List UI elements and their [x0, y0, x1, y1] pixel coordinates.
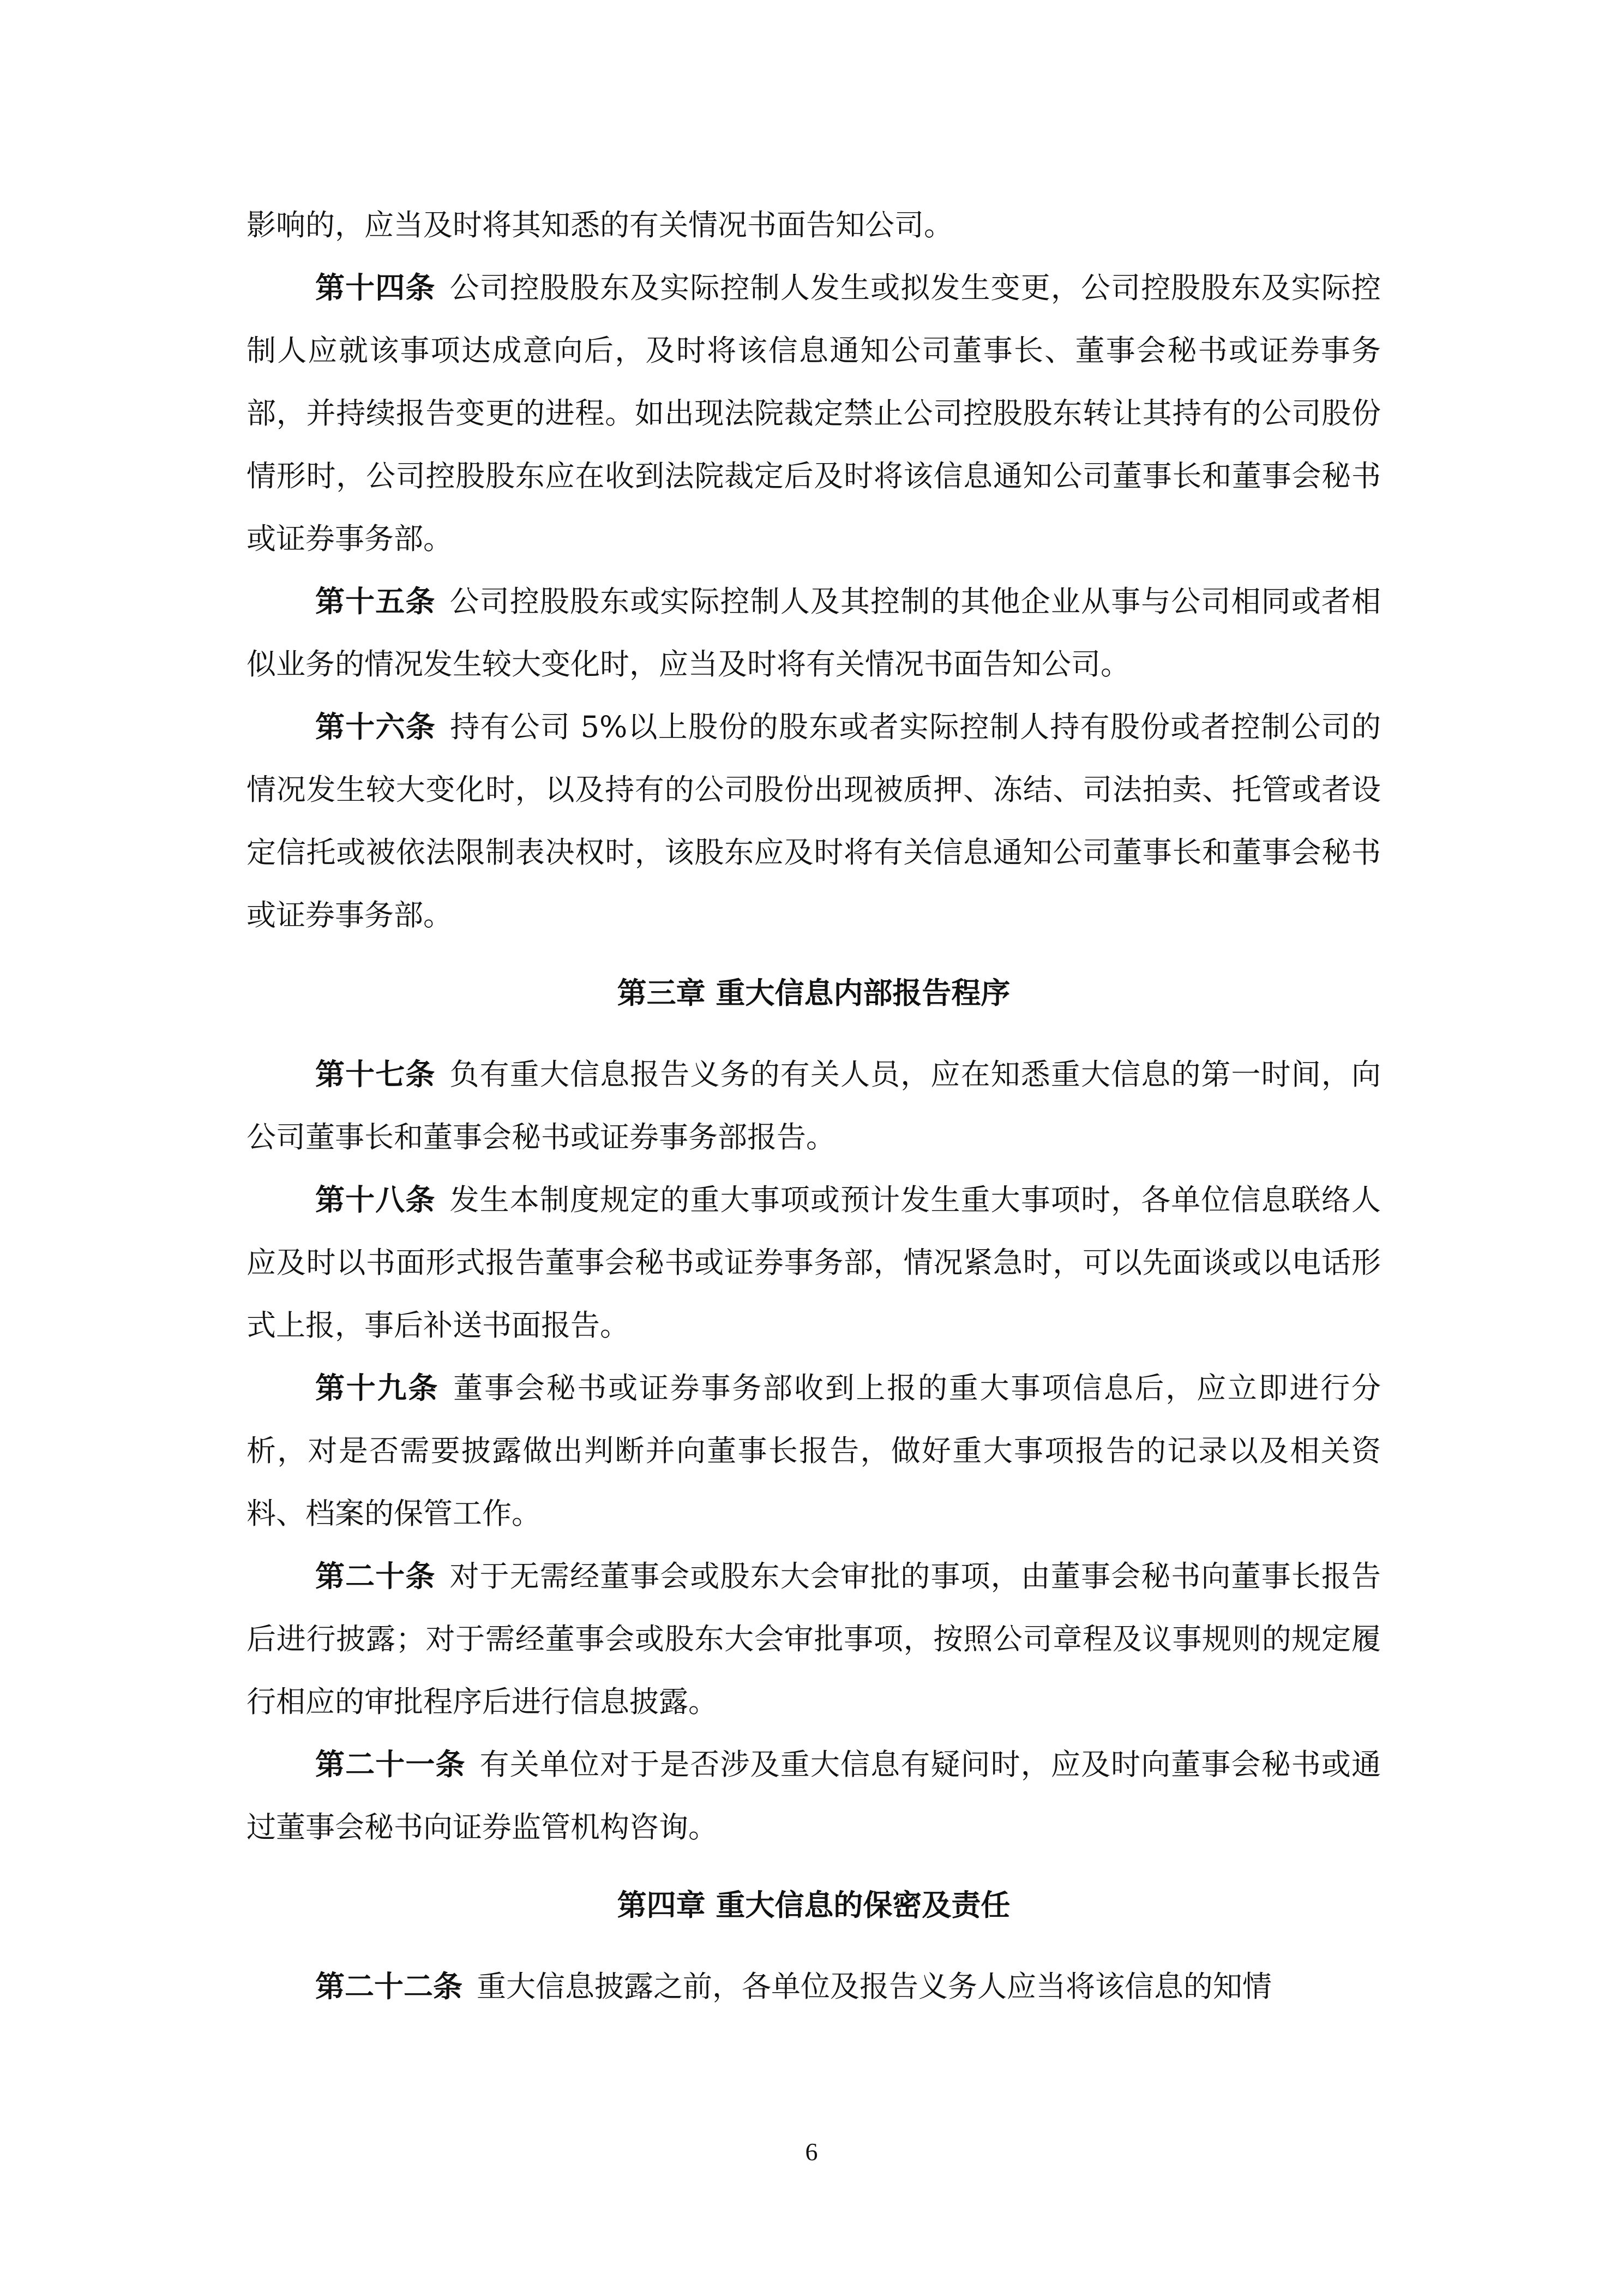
chapter-3-heading: 第三章 重大信息内部报告程序 [617, 976, 1011, 1010]
article-label: 第十五条 [315, 584, 436, 619]
article-label: 第二十条 [315, 1559, 436, 1593]
article-text: 重大信息披露之前，各单位及报告义务人应当将该信息的知情 [477, 1969, 1272, 2004]
article-14 [247, 256, 1381, 570]
article-21 [247, 1733, 1381, 1859]
article-label: 第十七条 [315, 1057, 436, 1092]
article-text: 公司控股股东或实际控制人及其控制的其他企业从事与公司相同或者相似业务的情况发生较大变化时，应当及时将有关情况书面告知公司。 [247, 584, 1381, 681]
article-18 [247, 1168, 1381, 1357]
article-label: 第二十二条 [315, 1969, 462, 2004]
chapter-4-heading: 第四章 重大信息的保密及责任 [617, 1888, 1011, 1922]
article-label: 第二十一条 [315, 1747, 466, 1782]
article-text: 公司控股股东及实际控制人发生或拟发生变更，公司控股股东及实际控制人应就该事项达成意向后，及时将该信息通知公司董事长、董事会秘书或证券事务部，并持续报告变更的进程。如出现法院裁定禁止公司控股股东转让其持有的公司股份情形时，公司控股股东应在收到法院裁定后及时将该信息通知公司董事长和董事会秘书或证券事务部。 [247, 271, 1381, 556]
article-19 [247, 1357, 1381, 1545]
article-label: 第十四条 [315, 271, 436, 305]
article-20 [247, 1545, 1381, 1733]
article-label: 第十九条 [315, 1371, 440, 1405]
article-text: 董事会秘书或证券事务部收到上报的重大事项信息后，应立即进行分析，对是否需要披露做出判断并向董事长报告，做好重大事项报告的记录以及相关资料、档案的保管工作。 [247, 1371, 1381, 1531]
article-16 [247, 696, 1381, 946]
paragraph-continuation: 影响的，应当及时将其知悉的有关情况书面告知公司。 [247, 208, 953, 242]
article-text: 发生本制度规定的重大事项或预计发生重大事项时，各单位信息联络人应及时以书面形式报告董事会秘书或证券事务部，情况紧急时，可以先面谈或以电话形式上报，事后补送书面报告。 [247, 1183, 1381, 1342]
article-label: 第十八条 [315, 1183, 436, 1217]
article-text: 持有公司 5%以上股份的股东或者实际控制人持有股份或者控制公司的情况发生较大变化时，以及持有的公司股份出现被质押、冻结、司法拍卖、托管或者设定信托或被依法限制表决权时，该股东应及时将有关信息通知公司董事长和董事会秘书或证券事务部。 [247, 710, 1381, 932]
article-label: 第十六条 [315, 710, 436, 744]
article-text: 负有重大信息报告义务的有关人员，应在知悉重大信息的第一时间，向公司董事长和董事会秘书或证券事务部报告。 [247, 1057, 1381, 1154]
article-15 [247, 570, 1381, 696]
article-17 [247, 1043, 1381, 1168]
page-number: 6 [805, 2138, 818, 2166]
article-text: 有关单位对于是否涉及重大信息有疑问时，应及时向董事会秘书或通过董事会秘书向证券监管机构咨询。 [247, 1747, 1381, 1844]
page-body [247, 194, 1381, 2018]
article-22 [247, 1955, 1381, 2018]
article-text: 对于无需经董事会或股东大会审批的事项，由董事会秘书向董事长报告后进行披露；对于需经董事会或股东大会审批事项，按照公司章程及议事规则的规定履行相应的审批程序后进行信息披露。 [247, 1559, 1381, 1719]
